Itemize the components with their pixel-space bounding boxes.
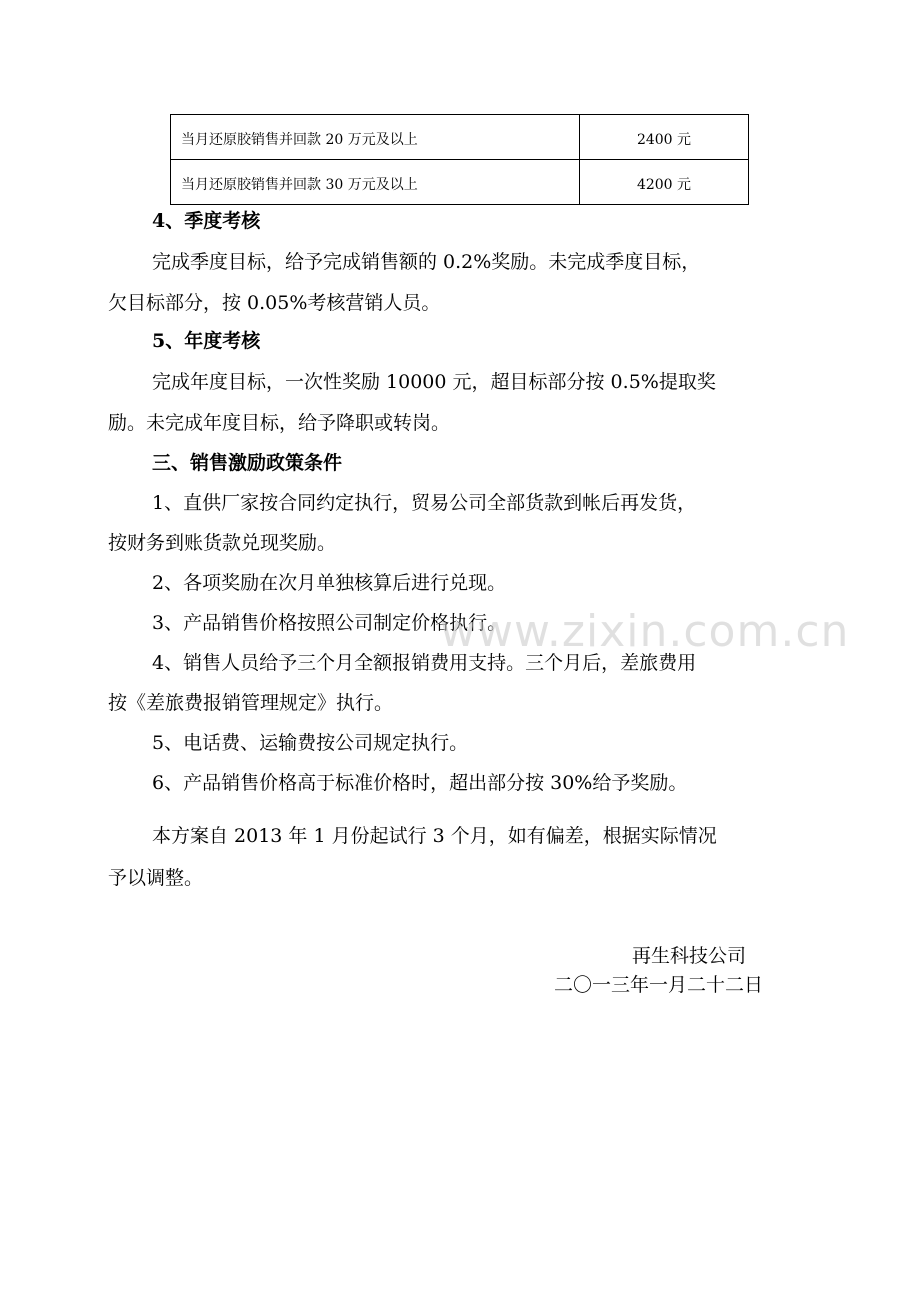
policy-item-1-line1: 1、直供厂家按合同约定执行，贸易公司全部货款到帐后再发货，: [152, 492, 697, 514]
policy-item-5: 5、电话费、运输费按公司规定执行。: [152, 732, 469, 754]
section5-heading: 5、年度考核: [152, 330, 261, 352]
signature-company: 再生科技公司: [632, 945, 747, 967]
table-row: [171, 160, 749, 205]
closing-paragraph-line2: 予以调整。: [108, 867, 204, 889]
table-cell-amount: 4200 元: [580, 160, 749, 205]
table-cell-amount: 2400 元: [580, 115, 749, 160]
table-cell-condition: 当月还原胶销售并回款 30 万元及以上: [171, 160, 580, 205]
section4-paragraph-line1: 完成季度目标，给予完成销售额的 0.2%奖励。未完成季度目标，: [152, 251, 701, 273]
policy-item-4-line1: 4、销售人员给予三个月全额报销费用支持。三个月后，差旅费用: [152, 652, 697, 674]
reward-table: [170, 114, 749, 205]
table-row: [171, 115, 749, 160]
section5-paragraph-line2: 励。未完成年度目标，给予降职或转岗。: [108, 412, 451, 434]
policy-item-3: 3、产品销售价格按照公司制定价格执行。: [152, 612, 507, 634]
section5-paragraph-line1: 完成年度目标，一次性奖励 10000 元，超目标部分按 0.5%提取奖: [152, 371, 716, 393]
policy-item-2: 2、各项奖励在次月单独核算后进行兑现。: [152, 572, 507, 594]
policy-item-4-line2: 按《差旅费报销管理规定》执行。: [108, 692, 394, 714]
watermark: www.zixin.com.cn: [440, 606, 850, 657]
section4-paragraph-line2: 欠目标部分，按 0.05%考核营销人员。: [108, 292, 441, 314]
signature-date: 二〇一三年一月二十二日: [554, 974, 764, 996]
section3-heading: 三、销售激励政策条件: [152, 452, 343, 474]
closing-paragraph-line1: 本方案自 2013 年 1 月份起试行 3 个月，如有偏差，根据实际情况: [152, 825, 717, 847]
policy-item-1-line2: 按财务到账货款兑现奖励。: [108, 532, 337, 554]
table-cell-condition: 当月还原胶销售并回款 20 万元及以上: [171, 115, 580, 160]
policy-item-6: 6、产品销售价格高于标准价格时，超出部分按 30%给予奖励。: [152, 772, 688, 794]
section4-heading: 4、季度考核: [152, 210, 261, 232]
